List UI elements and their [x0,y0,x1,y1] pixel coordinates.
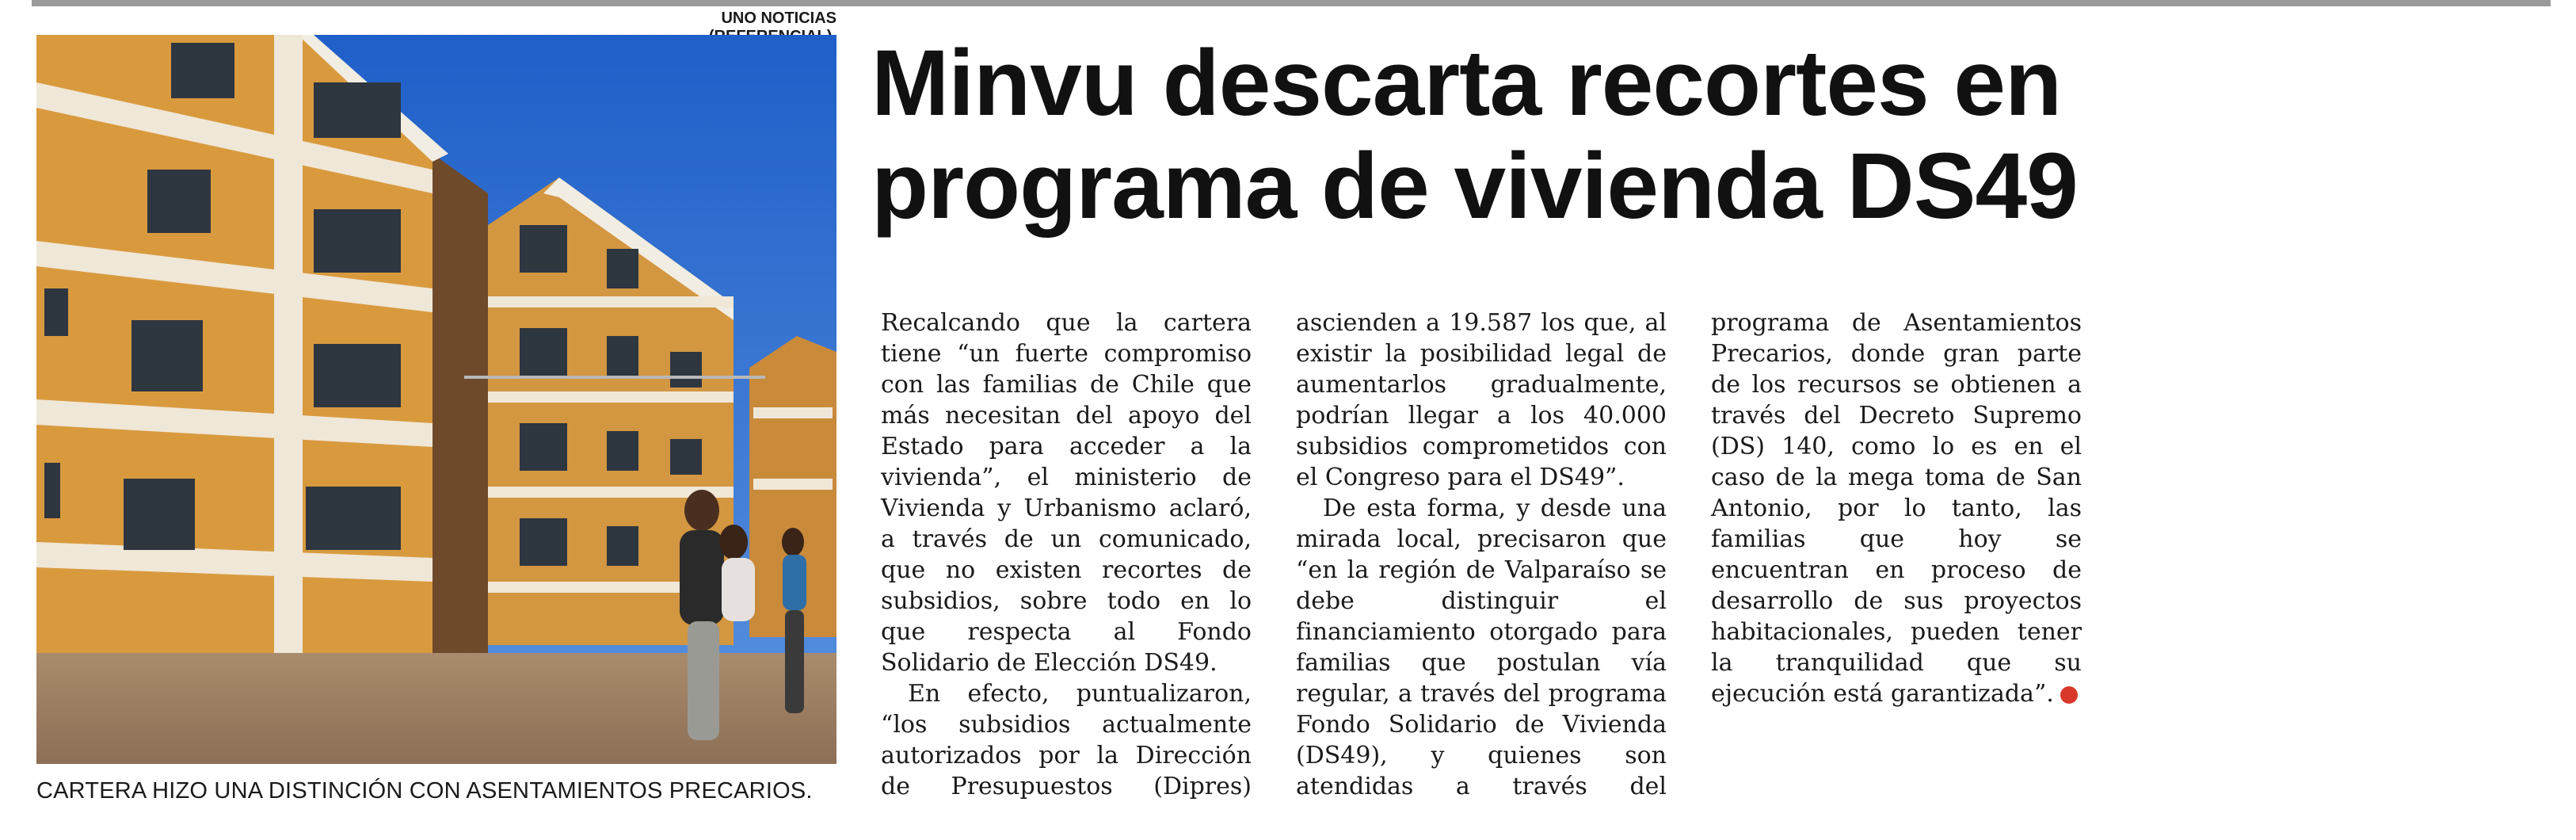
end-of-article-icon: ✪ [2060,686,2078,704]
article-photo [36,35,836,764]
paragraph-2: En efecto, puntualizaron, “los subsidios actualmente autorizados por la Dirección de Presupuestos (Dipres) ascienden a 19.587 los que, al existir la posibilidad legal de aumentarlos gradualmente, podrían llegar a los 40.000 subsidios comprometidos con el Congreso para el DS49”. [881,309,1667,800]
photo-credit: UNO NOTICIAS [721,10,836,27]
building-illustration [36,35,836,764]
article-body [881,307,2497,815]
headline-line-1: Minvu descarta recortes en [871,31,2062,136]
headline-line-2: programa de vivienda DS49 [871,134,2078,239]
photo-caption: CARTERA HIZO UNA DISTINCIÓN CON ASENTAMIENTOS PRECARIOS. [36,778,813,804]
paragraph-1: Recalcando que la cartera tiene “un fuerte compromiso con las familias de Chile que más necesitan del apoyo del Estado para acceder a la vivienda”, el ministerio de Vivienda y Urbanismo aclaró, a través de un comunicado, que no existen recortes de subsidios, sobre todo en lo que respecta al Fondo Solidario de Elección DS49. [881,309,1252,677]
paragraph-3-text: De esta forma, y desde una mirada local, precisaron que “en la región de Valparaíso se debe distinguir el financiamiento otorgado para familias que postulan vía regular, a través del programa Fondo Solidario de Vivienda (DS49), y quienes son atendidas a través del programa de Asentamientos Precarios, donde gran parte de los recursos se obtienen a través del Decreto Supremo (DS) 140, como lo es en el caso de la mega toma de San Antonio, por lo tanto, las familias que hoy se encuentran en proceso de desarrollo de sus proyectos habitacionales, pueden tener la tranquilidad que su ejecución está garantizada”. [1296,309,2082,800]
top-rule [32,0,2551,6]
headline [871,32,2551,238]
